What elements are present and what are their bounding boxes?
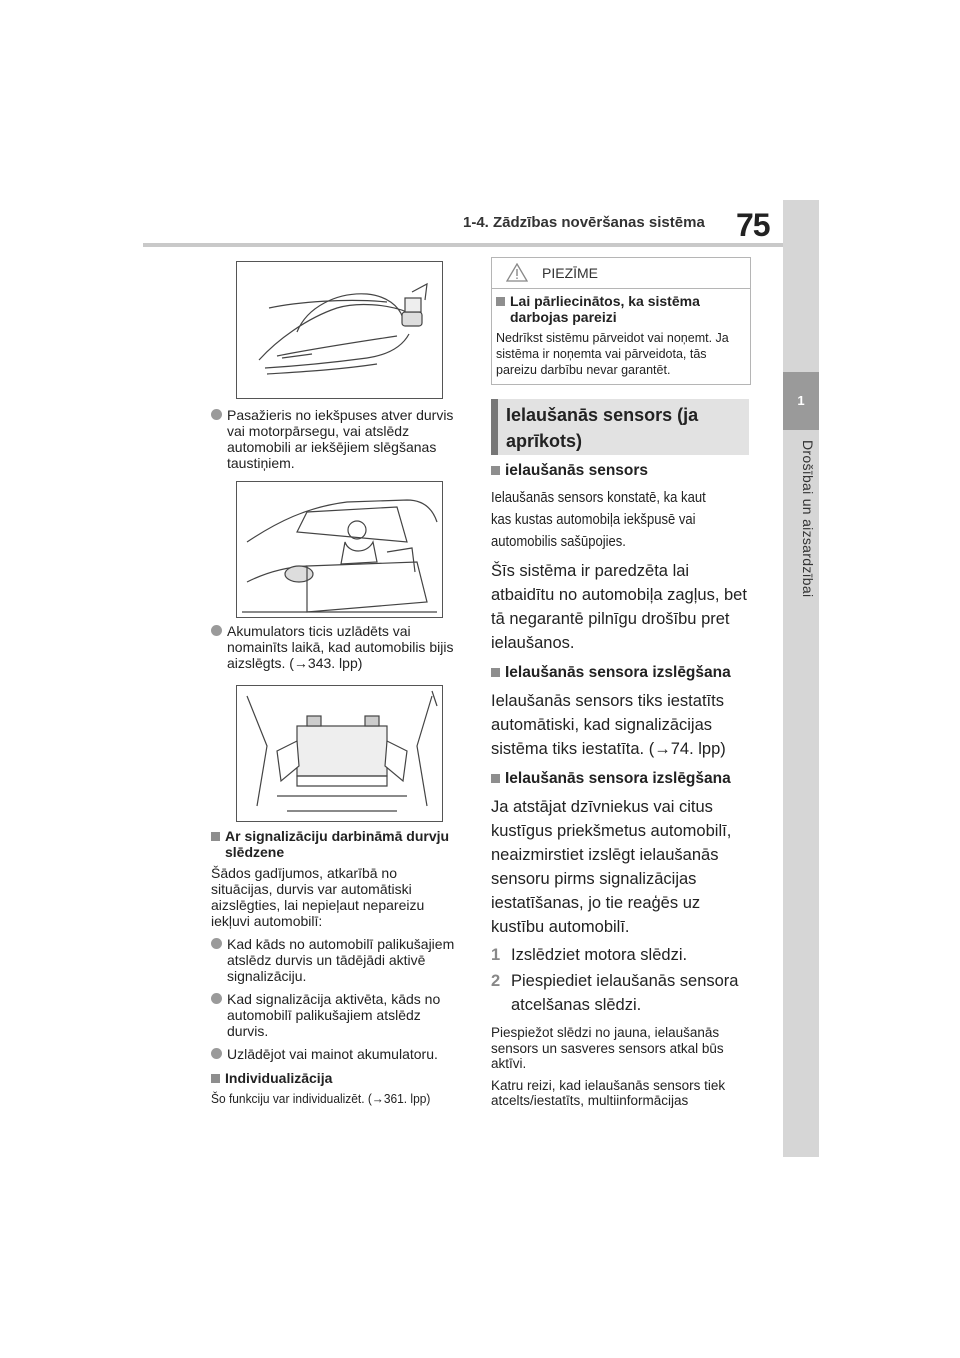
paragraph-auto-set: [491, 689, 753, 761]
door-handle-illustration: [237, 262, 442, 398]
bullet-item-alarm-active: [211, 991, 471, 1039]
text-line: kustību automobilī.: [491, 918, 630, 936]
text-line: Ielaušanās sensors tiks iestatīts: [491, 692, 724, 710]
step-1: [491, 943, 753, 967]
text-line: Uzlādējot vai mainot akumulatoru.: [227, 1046, 438, 1062]
heading-line: darbojas pareizi: [510, 309, 617, 325]
text-line: automobilī palikušajiem atslēdz: [227, 1007, 421, 1023]
figure-battery: [236, 685, 443, 822]
text-line: pareizu darbību nevar garantēt.: [496, 363, 671, 377]
title-line: Ielaušanās sensors (ja: [506, 405, 699, 425]
paragraph-door-lock: [211, 865, 466, 929]
text-line: sensors un sasveres sensors atkal būs: [491, 1040, 724, 1056]
paragraph-each-time: [491, 1078, 753, 1109]
text-line: durvis.: [227, 1023, 269, 1039]
text-line: nomainīts laikā, kad automobilis bijis: [227, 639, 454, 655]
step-number: 1: [491, 946, 501, 964]
heading-sensor-disable-2: [491, 769, 753, 789]
text-line: ielaušanos.: [491, 634, 575, 652]
paragraph-customization: Šo funkciju var individualizēt. (→361. lpp): [211, 1091, 431, 1106]
car-interior-illustration: [237, 482, 442, 617]
text-line: atcelts/iestatīts, multiinformācijas: [491, 1093, 689, 1108]
section-title-text: [506, 402, 698, 454]
text-line: neaizmirstiet izslēgt ielaušanās: [491, 846, 719, 864]
square-marker-icon: [211, 1074, 220, 1083]
text-line: automobili ar iekšējiem slēgšanas: [227, 439, 437, 455]
text-line: automātiski, kad signalizācijas: [491, 716, 713, 734]
paragraph-sensor-detects: [491, 487, 727, 553]
heading-intrusion-sensor: [491, 461, 753, 481]
text-line: kas kustas automobiļa iekšpusē vai: [491, 512, 696, 528]
figure-person-in-car: [236, 481, 443, 618]
bullet-item-someone-unlocks: [211, 936, 471, 984]
text-line: sistēma tiks iestatīta. (→74. lpp): [491, 740, 726, 758]
heading-line: Ar signalizāciju darbināmā durvju: [225, 828, 450, 844]
section-header-title: 1-4. Zādzības novēršanas sistēma: [463, 214, 705, 231]
text-line: taustiņiem.: [227, 455, 295, 471]
heading-line: Lai pārliecinātos, ka sistēma: [510, 293, 700, 309]
text-line: sistēma ir noņemta vai pārveidota, tās: [496, 347, 707, 361]
note-box: [491, 257, 751, 385]
text-line: kustīgus priekšmetus automobilī,: [491, 822, 732, 840]
bullet-dot-icon: [211, 938, 222, 949]
step-text: Piespiediet ielaušanās sensora: [511, 972, 739, 990]
heading-line: slēdzene: [225, 844, 285, 860]
figure-door-handle: [236, 261, 443, 399]
chapter-tab: 1: [783, 372, 819, 430]
heading-alarm-door-lock: [211, 828, 471, 860]
note-label: PIEZĪME: [542, 265, 599, 281]
note-heading: [496, 293, 746, 325]
paragraph-press-again: [491, 1025, 753, 1072]
text-line: Kad signalizācija aktivēta, kāds no: [227, 991, 441, 1007]
text-line: iestatīšanas, jo tie reaģēs uz: [491, 894, 701, 912]
text-line: atbaidītu no automobiļa zagļus, bet: [491, 586, 747, 604]
text-line: aizslēgties, lai nepieļaut nepareizu: [211, 897, 425, 913]
heading-line: Individualizācija: [225, 1070, 333, 1086]
heading-line: Ielaušanās sensora izslēgšana: [505, 664, 731, 681]
section-stripe: [491, 399, 498, 455]
bullet-dot-icon: [211, 409, 222, 420]
header-rule: [143, 243, 783, 247]
bullet-item-passenger: [211, 407, 461, 471]
battery-illustration: [237, 686, 442, 821]
paragraph-animals: [491, 795, 753, 939]
chapter-label: Drošībai un aizsardzībai: [800, 440, 816, 598]
text-line: signalizāciju.: [227, 968, 307, 984]
text-line: Piespiežot slēdzi no jauna, ielaušanās: [491, 1025, 720, 1040]
step-text: Izslēdziet motora slēdzi.: [511, 946, 688, 964]
step-text: atcelšanas slēdzi.: [511, 996, 642, 1014]
bullet-item-battery: [211, 623, 466, 671]
square-marker-icon: [491, 466, 500, 475]
text-line: Ielaušanās sensors konstatē, ka kaut: [491, 490, 706, 506]
text-line: Kad kāds no automobilī palikušajiem: [227, 936, 455, 952]
text-line: situācijas, durvis var automātiski: [211, 881, 412, 897]
text-line: Pasažieris no iekšpuses atver durvis: [227, 407, 454, 423]
square-marker-icon: [491, 668, 500, 677]
note-header: [492, 258, 750, 289]
title-line: aprīkots): [506, 431, 583, 451]
step-number: 2: [491, 972, 501, 990]
text-line: Katru reizi, kad ielaušanās sensors tiek: [491, 1077, 726, 1093]
text-line: aktīvi.: [491, 1056, 527, 1071]
text-line: tā negarantē pilnīgu drošību pret: [491, 610, 730, 628]
text-line: iekļuvi automobilī:: [211, 913, 323, 929]
text-line: Ja atstājat dzīvniekus vai citus: [491, 798, 713, 816]
text-line: automobilis sašūpojies.: [491, 534, 626, 550]
text-line: sensoru pirms signalizācijas: [491, 870, 697, 888]
bullet-dot-icon: [211, 993, 222, 1004]
text-line: vai motorpārsegu, vai atslēdz: [227, 423, 410, 439]
text-line: Šīs sistēma ir paredzēta lai: [491, 562, 690, 580]
note-body: [496, 330, 748, 378]
square-marker-icon: [496, 297, 505, 306]
step-2: [491, 969, 753, 1017]
page-number: 75: [736, 207, 770, 243]
paragraph-deterrent: [491, 559, 753, 655]
text-line: aizslēgts. (→343. lpp): [227, 655, 363, 671]
heading-line: Ielaušanās sensora izslēgšana: [505, 770, 731, 787]
side-tab-bar: [783, 200, 819, 1157]
heading-line: ielaušanās sensors: [505, 462, 649, 479]
heading-sensor-disable-1: [491, 663, 753, 683]
section-title-intrusion-sensor: [491, 399, 749, 455]
text-line: Akumulators ticis uzlādēts vai: [227, 623, 411, 639]
square-marker-icon: [491, 774, 500, 783]
text-line: Nedrīkst sistēmu pārveidot vai noņemt. Ja: [496, 331, 729, 345]
warning-triangle-icon: [506, 263, 528, 282]
text-line: Šādos gadījumos, atkarībā no: [211, 865, 398, 881]
text-line: atslēdz durvis un tādējādi aktivē: [227, 952, 426, 968]
square-marker-icon: [211, 832, 220, 841]
bullet-item-charging: [211, 1046, 471, 1062]
bullet-dot-icon: [211, 1048, 222, 1059]
bullet-dot-icon: [211, 625, 222, 636]
heading-customization: [211, 1070, 471, 1086]
right-column: [491, 461, 753, 1109]
